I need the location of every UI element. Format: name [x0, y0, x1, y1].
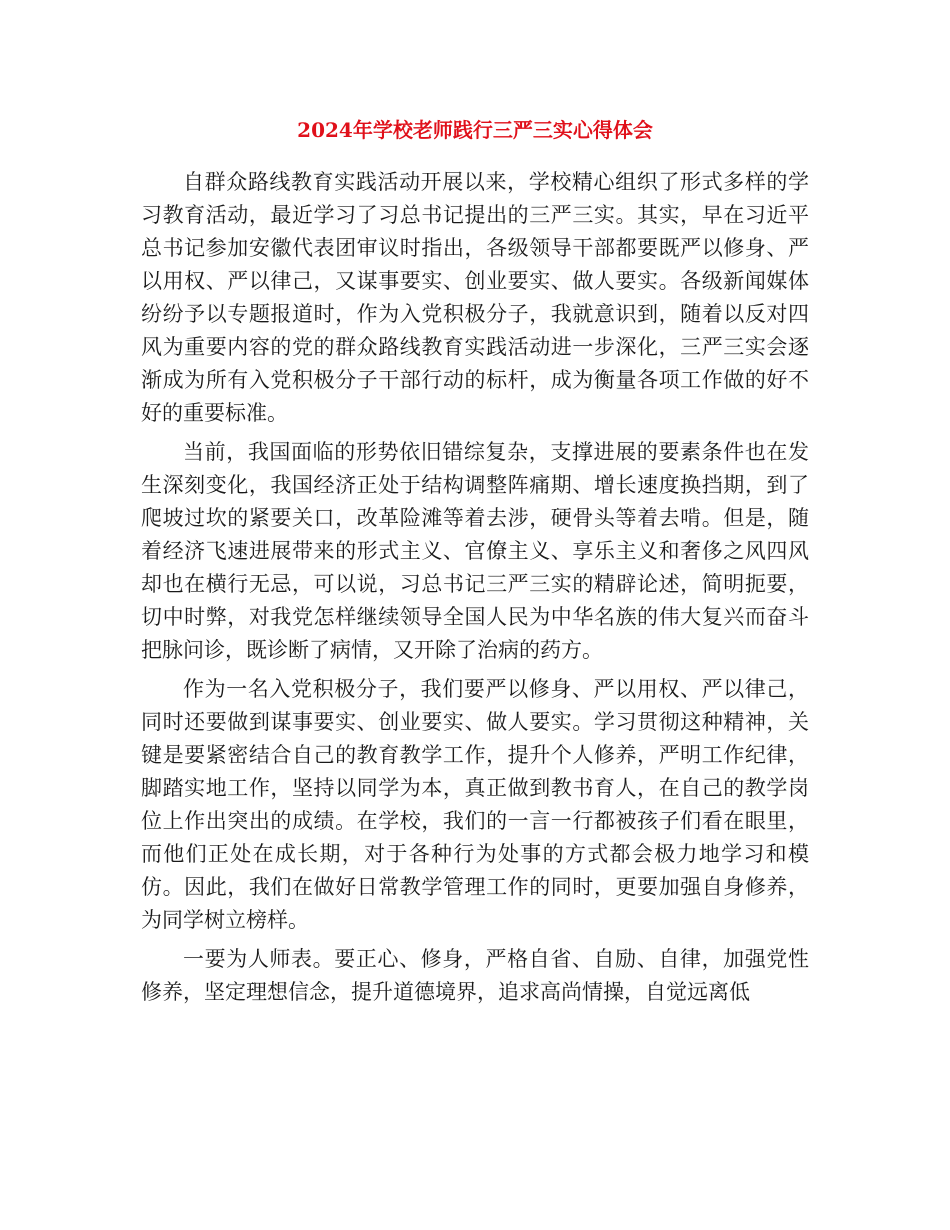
- paragraph: 作为一名入党积极分子，我们要严以修身、严以用权、严以律己，同时还要做到谋事要实、创业要实、做人要实。学习贯彻这种精神，关键是要紧密结合自己的教育教学工作，提升个人修养，严明工作纪律，脚踏实地工作，坚持以同学为本，真正做到教书育人，在自己的教学岗位上作出突出的成绩。在学校，我们的一言一行都被孩子们看在眼里，而他们正处在成长期，对于各种行为处事的方式都会极力地学习和模仿。因此，我们在做好日常教学管理工作的同时，更要加强自身修养，为同学树立榜样。: [141, 677, 809, 932]
- paragraph: 自群众路线教育实践活动开展以来，学校精心组织了形式多样的学习教育活动，最近学习了习总书记提出的三严三实。其实，早在习近平总书记参加安徽代表团审议时指出，各级领导干部都要既严以修身、严以用权、严以律己，又谋事要实、创业要实、做人要实。各级新闻媒体纷纷予以专题报道时，作为入党积极分子，我就意识到，随着以反对四风为重要内容的党的群众路线教育实践活动进一步深化，三严三实会逐渐成为所有入党积极分子干部行动的标杆，成为衡量各项工作做的好不好的重要标准。: [141, 170, 809, 425]
- document-title: 2024年学校老师践行三严三实心得体会: [297, 118, 653, 142]
- paragraph: 当前，我国面临的形势依旧错综复杂，支撑进展的要素条件也在发生深刻变化，我国经济正处于结构调整阵痛期、增长速度换挡期，到了爬坡过坎的紧要关口，改革险滩等着去涉，硬骨头等着去啃。但是，随着经济飞速进展带来的形式主义、官僚主义、享乐主义和奢侈之风四风却也在横行无忌，可以说，习总书记三严三实的精辟论述，简明扼要，切中时弊，对我党怎样继续领导全国人民为中华名族的伟大复兴而奋斗把脉问诊，既诊断了病情，又开除了治病的药方。: [141, 440, 809, 662]
- document-body: [141, 166, 809, 1009]
- paragraph: 一要为人师表。要正心、修身，严格自省、自励、自律，加强党性修养，坚定理想信念，提升道德境界，追求高尚情操，自觉远离低: [141, 947, 809, 1004]
